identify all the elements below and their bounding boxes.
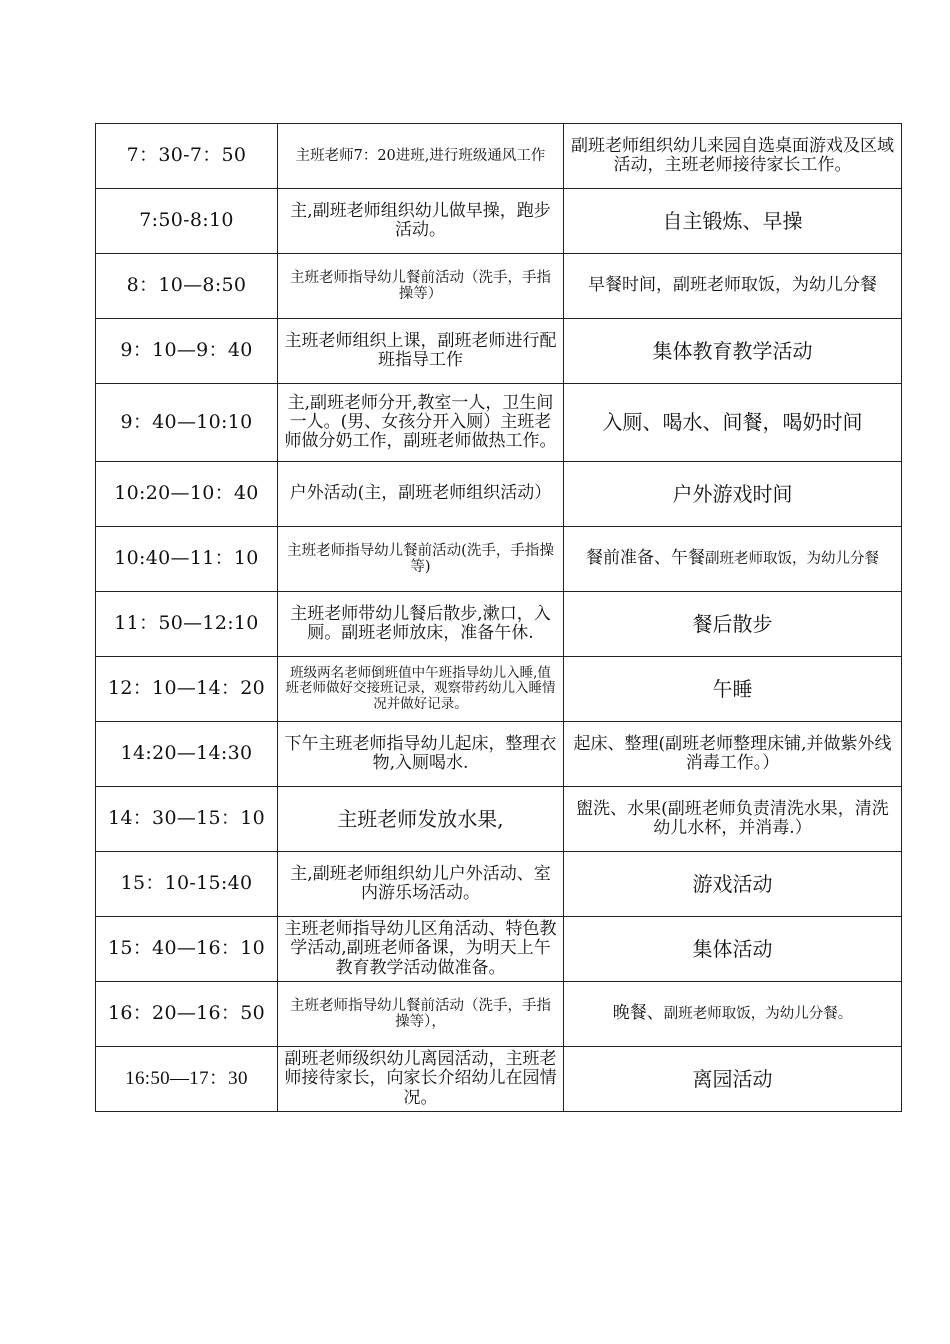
time-cell: 9：40—10:10 [96, 384, 278, 462]
activity-cell: 集体活动 [564, 917, 902, 982]
time-cell: 10:40—11：10 [96, 527, 278, 592]
time-cell: 16:50—17：30 [96, 1047, 278, 1112]
teacher-duty-cell: 下午主班老师指导幼儿起床，整理衣物,入厕喝水. [278, 722, 564, 787]
table-row [96, 384, 902, 462]
time-cell: 8：10—8:50 [96, 254, 278, 319]
activity-cell: 副班老师组织幼儿来园自选桌面游戏及区域活动，主班老师接待家长工作。 [564, 124, 902, 189]
activity-cell: 早餐时间，副班老师取饭，为幼儿分餐 [564, 254, 902, 319]
activity-cell: 自主锻炼、早操 [564, 189, 902, 254]
time-cell: 12：10—14：20 [96, 657, 278, 722]
teacher-duty-cell: 主班老师组织上课，副班老师进行配班指导工作 [278, 319, 564, 384]
activity-cell: 午睡 [564, 657, 902, 722]
time-cell: 16：20—16：50 [96, 982, 278, 1047]
activity-main-text: 晚餐、 [612, 1003, 664, 1024]
table-row [96, 917, 902, 982]
activity-cell: 离园活动 [564, 1047, 902, 1112]
table-row [96, 787, 902, 852]
teacher-duty-cell: 主,副班老师组织幼儿户外活动、室内游乐场活动。 [278, 852, 564, 917]
time-cell: 10:20—10：40 [96, 462, 278, 527]
activity-cell [564, 527, 902, 592]
teacher-duty-cell: 主班老师指导幼儿区角活动、特色教学活动,副班老师备课，为明天上午教育教学活动做准备。 [278, 917, 564, 982]
time-cell: 14:20—14:30 [96, 722, 278, 787]
activity-note-text: 副班老师取饭，为幼儿分餐 [705, 551, 879, 568]
table-row [96, 657, 902, 722]
table-row [96, 189, 902, 254]
table-row [96, 254, 902, 319]
activity-cell: 盥洗、水果(副班老师负责清洗水果，清洗幼儿水杯，并消毒.） [564, 787, 902, 852]
daily-schedule-table [95, 123, 902, 1112]
activity-cell: 游戏活动 [564, 852, 902, 917]
activity-cell: 入厕、喝水、间餐，喝奶时间 [564, 384, 902, 462]
activity-cell: 户外游戏时间 [564, 462, 902, 527]
activity-cell: 起床、整理(副班老师整理床铺,并做紫外线消毒工作。） [564, 722, 902, 787]
teacher-duty-cell: 主,副班老师组织幼儿做早操，跑步活动。 [278, 189, 564, 254]
teacher-duty-cell: 主班老师指导幼儿餐前活动（洗手，手指操等）， [278, 982, 564, 1047]
time-cell: 14：30—15：10 [96, 787, 278, 852]
time-cell: 9：10—9：40 [96, 319, 278, 384]
table-row [96, 319, 902, 384]
table-row [96, 462, 902, 527]
teacher-duty-cell: 主班老师带幼儿餐后散步,漱口，入厕。副班老师放床，准备午休. [278, 592, 564, 657]
teacher-duty-cell: 主班老师指导幼儿餐前活动（洗手，手指操等） [278, 254, 564, 319]
teacher-duty-cell: 副班老师级织幼儿离园活动，主班老师接待家长，向家长介绍幼儿在园情况。 [278, 1047, 564, 1112]
teacher-duty-cell: 主,副班老师分开,教室一人，卫生间一人。(男、女孩分开入厕）主班老师做分奶工作，副班老师做热工作。 [278, 384, 564, 462]
teacher-duty-cell: 户外活动(主，副班老师组织活动） [278, 462, 564, 527]
teacher-duty-cell: 主班老师指导幼儿餐前活动(洗手，手指操等) [278, 527, 564, 592]
table-row [96, 124, 902, 189]
time-cell: 11：50—12:10 [96, 592, 278, 657]
table-row [96, 852, 902, 917]
activity-cell: 餐后散步 [564, 592, 902, 657]
table-row [96, 1047, 902, 1112]
time-cell: 15：40—16：10 [96, 917, 278, 982]
time-cell: 7:50-8:10 [96, 189, 278, 254]
time-cell: 7：30-7：50 [96, 124, 278, 189]
table-row [96, 592, 902, 657]
teacher-duty-cell: 主班老师7：20进班,进行班级通风工作 [278, 124, 564, 189]
activity-main-text: 餐前准备、午餐 [586, 548, 705, 569]
activity-note-text: 副班老师取饭，为幼儿分餐。 [663, 1006, 853, 1023]
time-cell: 15：10-15:40 [96, 852, 278, 917]
table-row [96, 722, 902, 787]
activity-cell [564, 982, 902, 1047]
teacher-duty-cell: 班级两名老师倒班值中午班指导幼儿入睡,值班老师做好交接班记录，观察带药幼儿入睡情况并做好记录。 [278, 657, 564, 722]
table-row [96, 982, 902, 1047]
teacher-duty-cell: 主班老师发放水果, [278, 787, 564, 852]
activity-cell: 集体教育教学活动 [564, 319, 902, 384]
table-row [96, 527, 902, 592]
